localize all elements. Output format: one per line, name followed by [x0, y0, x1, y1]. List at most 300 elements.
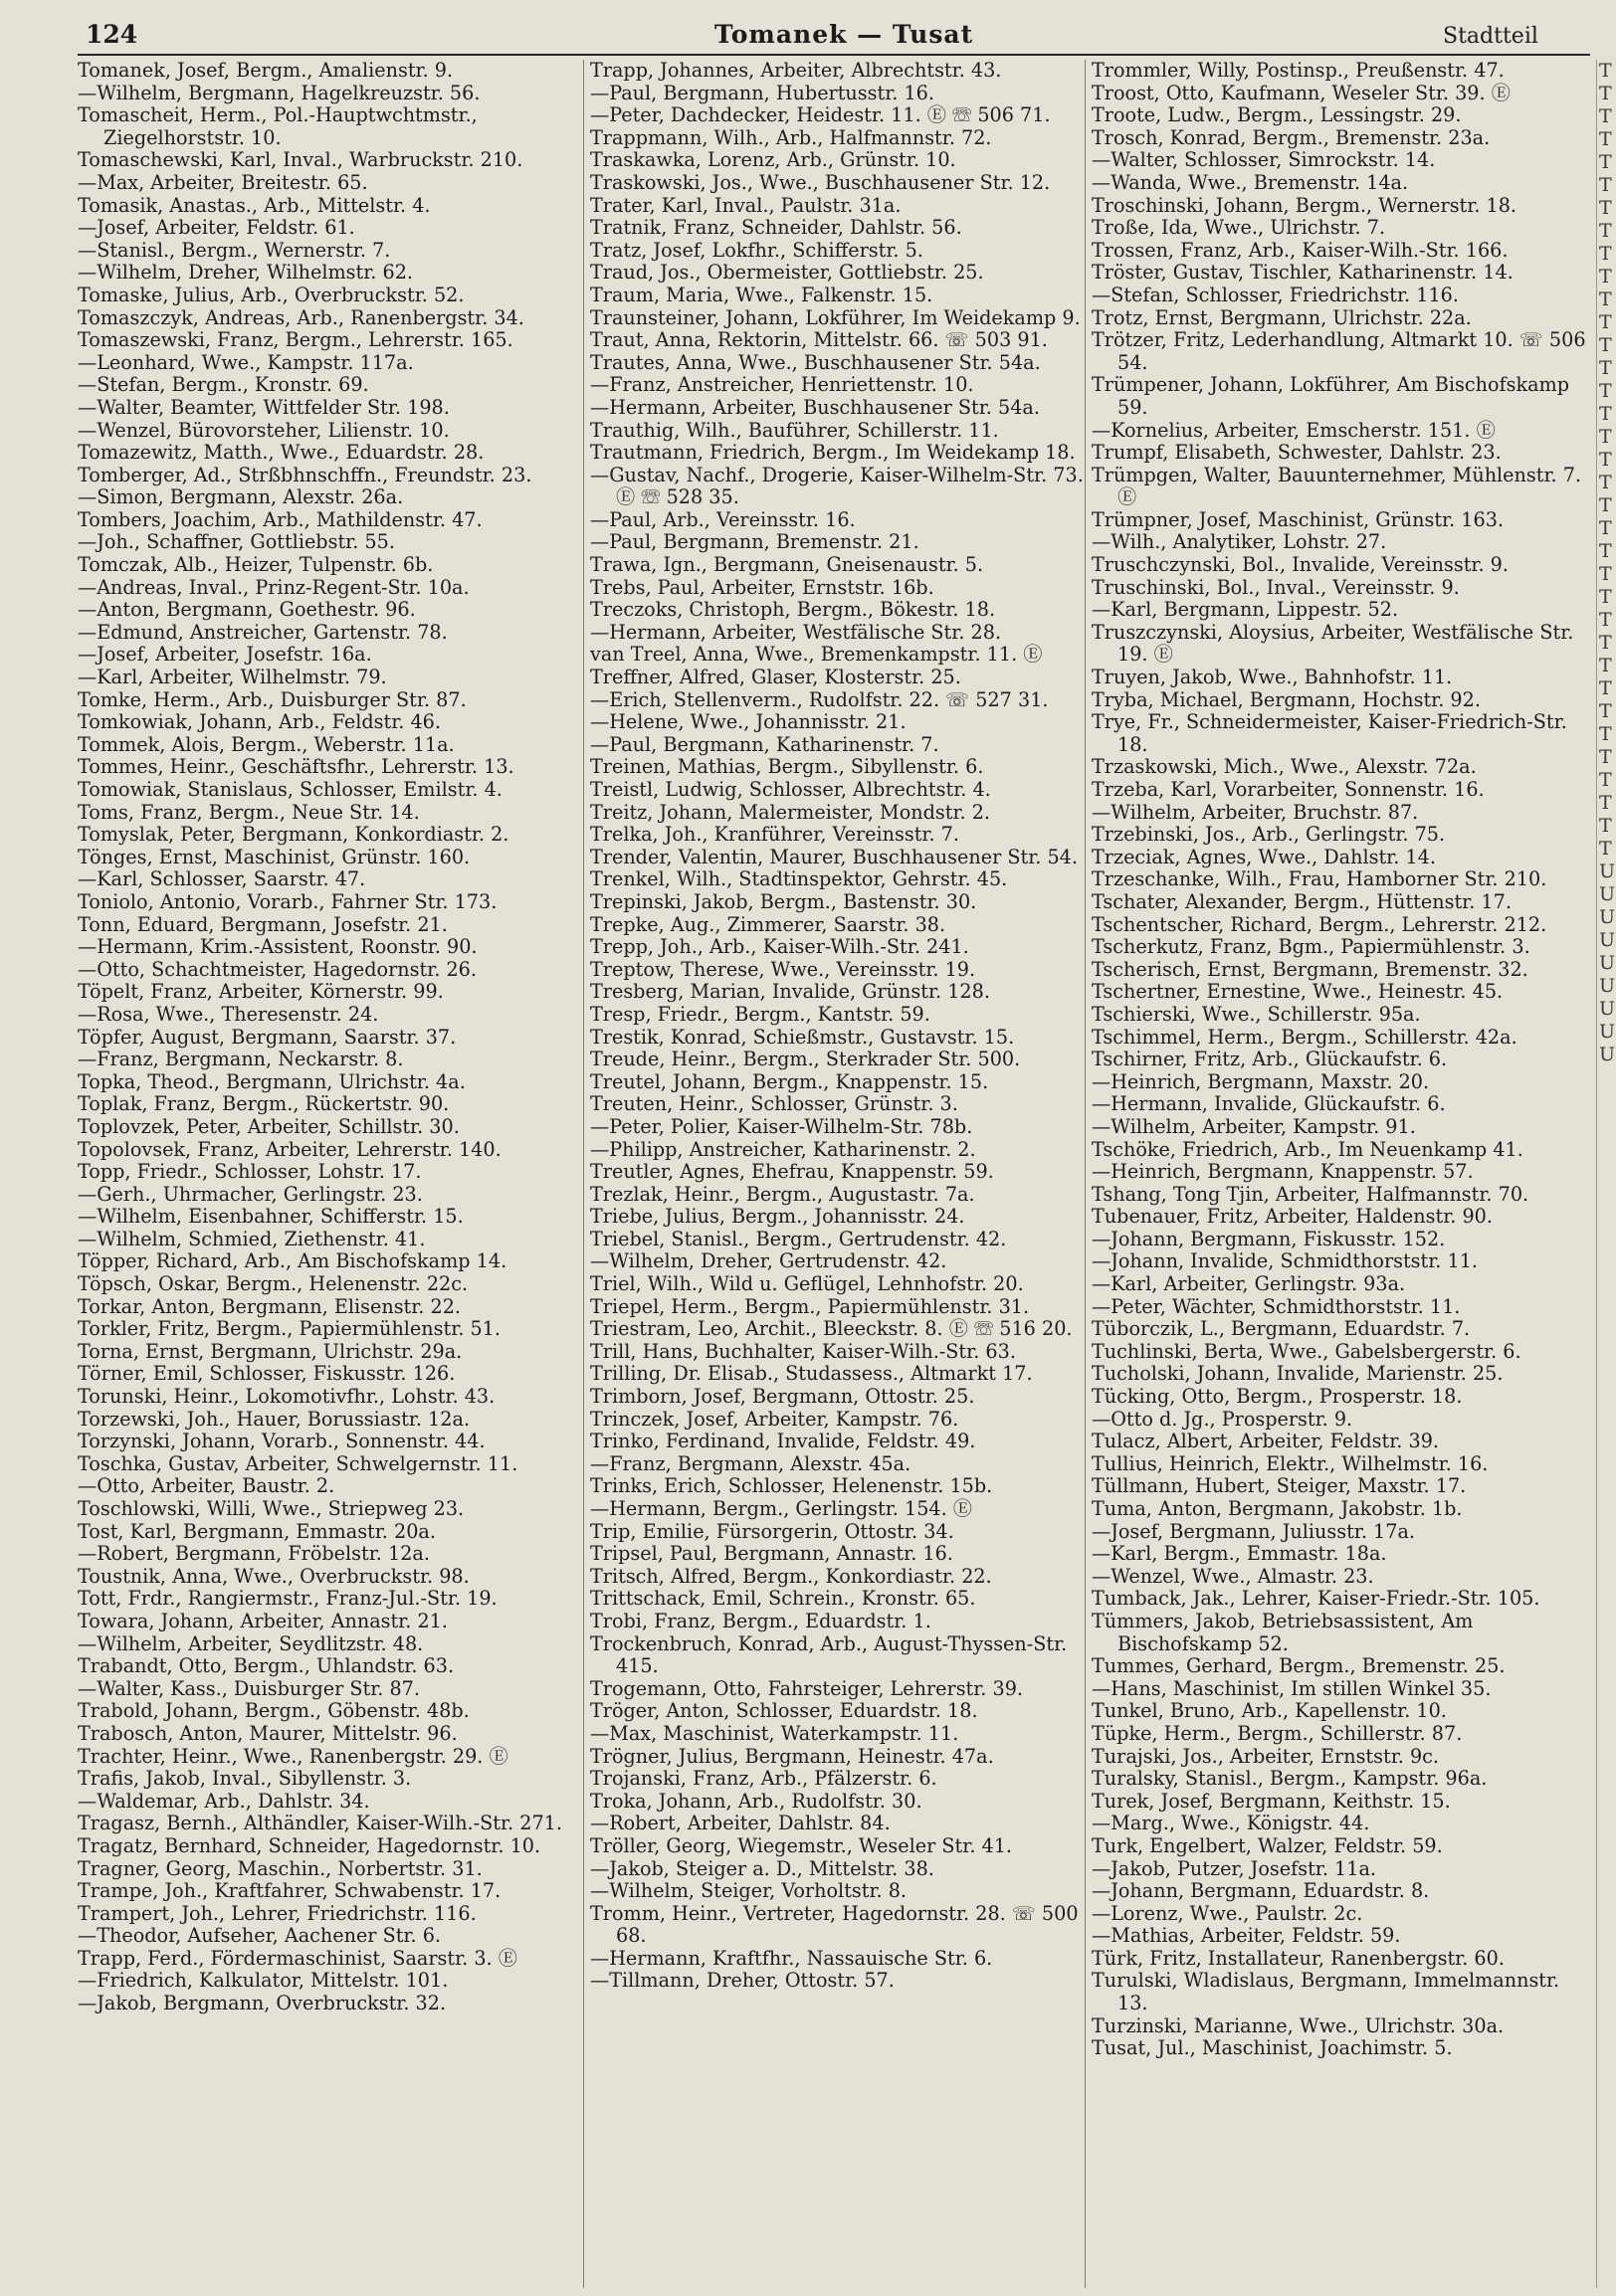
- directory-entry: —Erich, Stellenverm., Rudolfstr. 22. ☏ 527 31.: [590, 687, 1049, 711]
- directory-entry: —Helene, Wwe., Johannisstr. 21.: [590, 710, 907, 734]
- edge-fragment: T: [1599, 792, 1612, 814]
- edge-fragment: T: [1599, 472, 1612, 493]
- edge-fragment: T: [1599, 197, 1612, 219]
- directory-entry: —Josef, Arbeiter, Feldstr. 61.: [78, 216, 355, 240]
- page-title: Tomanek — Tusat: [714, 20, 974, 49]
- directory-entry: Trye, Fr., Schneidermeister, Kaiser-Friedrich-Str. 18.: [1092, 710, 1567, 756]
- edge-fragment: T: [1599, 563, 1612, 585]
- directory-entry: Troote, Ludw., Bergm., Lessingstr. 29.: [1092, 103, 1462, 127]
- directory-entry: —Heinrich, Bergmann, Maxstr. 20.: [1092, 1069, 1430, 1093]
- directory-entry: —Friedrich, Kalkulator, Mittelstr. 101.: [78, 1969, 449, 1993]
- directory-entry: Tomke, Herm., Arb., Duisburger Str. 87.: [78, 687, 467, 711]
- edge-fragment: T: [1599, 769, 1612, 791]
- directory-entry: Tschater, Alexander, Bergm., Hüttenstr. 17.: [1092, 889, 1512, 913]
- directory-entry: Tragatz, Bernhard, Schneider, Hagedornstr. 10.: [78, 1833, 541, 1857]
- directory-entry: Töpsch, Oskar, Bergm., Helenenstr. 22c.: [78, 1272, 469, 1296]
- directory-entry: Trumpf, Elisabeth, Schwester, Dahlstr. 23.: [1092, 441, 1502, 465]
- directory-entry: —Walter, Kass., Duisburger Str. 87.: [78, 1676, 420, 1700]
- directory-entry: Triebe, Julius, Bergm., Johannisstr. 24.: [590, 1205, 965, 1229]
- edge-fragment: T: [1599, 288, 1612, 310]
- directory-entry: —Johann, Invalide, Schmidthorststr. 11.: [1092, 1249, 1479, 1273]
- edge-fragment: T: [1599, 357, 1612, 379]
- directory-entry: Tomberger, Ad., Strßbhnschffn., Freundstr. 23.: [78, 463, 532, 486]
- directory-entry: —Gustav, Nachf., Drogerie, Kaiser-Wilhelm-Str. 73. Ⓔ ☏ 528 35.: [590, 463, 1084, 509]
- directory-entry: Tücking, Otto, Bergm., Prosperstr. 18.: [1092, 1385, 1463, 1409]
- directory-entry: Toms, Franz, Bergm., Neue Str. 14.: [78, 800, 420, 824]
- directory-entry: Trümpner, Josef, Maschinist, Grünstr. 163.: [1092, 507, 1505, 531]
- directory-entry: Treitz, Johann, Malermeister, Mondstr. 2.: [590, 800, 991, 824]
- directory-entry: van Treel, Anna, Wwe., Bremenkampstr. 11. Ⓔ: [590, 643, 1043, 667]
- directory-entry: —Wilhelm, Steiger, Vorholtstr. 8.: [590, 1879, 908, 1903]
- directory-entry: Trimborn, Josef, Bergmann, Ottostr. 25.: [590, 1385, 975, 1409]
- directory-entry: Troka, Johann, Arb., Rudolfstr. 30.: [590, 1789, 922, 1813]
- directory-entry: Tomkowiak, Johann, Arb., Feldstr. 46.: [78, 710, 441, 734]
- edge-fragment: U: [1599, 906, 1616, 928]
- directory-entry: Tumback, Jak., Lehrer, Kaiser-Friedr.-Str. 105.: [1092, 1587, 1540, 1611]
- directory-entry: Tüllmann, Hubert, Steiger, Maxstr. 17.: [1092, 1474, 1467, 1498]
- directory-entry: —Hermann, Krim.-Assistent, Roonstr. 90.: [78, 935, 478, 959]
- directory-entry: —Stefan, Schlosser, Friedrichstr. 116.: [1092, 283, 1459, 306]
- directory-entry: Trilling, Dr. Elisab., Studassess., Altmarkt 17.: [590, 1362, 1033, 1386]
- directory-entry: —Stefan, Bergm., Kronstr. 69.: [78, 373, 369, 397]
- directory-entry: —Franz, Bergmann, Alexstr. 45a.: [590, 1451, 911, 1475]
- directory-entry: Tschentscher, Richard, Bergm., Lehrerstr. 212.: [1092, 912, 1547, 936]
- edge-fragment: T: [1599, 334, 1612, 356]
- directory-entry: Truschinski, Bol., Inval., Vereinsstr. 9.: [1092, 575, 1460, 599]
- directory-entry: Traud, Jos., Obermeister, Gottliebstr. 25.: [590, 261, 984, 285]
- directory-entry: Tschirner, Fritz, Arb., Glückaufstr. 6.: [1092, 1048, 1448, 1071]
- directory-entry: Turzinski, Marianne, Wwe., Ulrichstr. 30a.: [1092, 2013, 1505, 2037]
- directory-entry: Tromm, Heinr., Vertreter, Hagedornstr. 28. ☏ 500 68.: [590, 1901, 1079, 1948]
- edge-fragment: U: [1599, 1044, 1616, 1065]
- directory-entry: Tröller, Georg, Wiegemstr., Weseler Str. 41.: [590, 1833, 1013, 1857]
- edge-fragment: T: [1599, 632, 1612, 654]
- directory-entry: Trzaskowski, Mich., Wwe., Alexstr. 72a.: [1092, 755, 1477, 779]
- directory-entry: Tomaszczyk, Andreas, Arb., Ranenbergstr. 34.: [78, 305, 524, 329]
- directory-entry: —Karl, Arbeiter, Gerlingstr. 93a.: [1092, 1272, 1406, 1296]
- directory-entry: —Wilhelm, Bergmann, Hagelkreuzstr. 56.: [78, 81, 481, 104]
- directory-entry: —Wilhelm, Schmied, Ziethenstr. 41.: [78, 1227, 426, 1250]
- directory-entry: Topolovsek, Franz, Arbeiter, Lehrerstr. 140.: [78, 1137, 502, 1161]
- directory-entry: —Wilhelm, Arbeiter, Kampstr. 91.: [1092, 1114, 1416, 1138]
- directory-entry: Tott, Frdr., Rangiermstr., Franz-Jul.-Str. 19.: [78, 1587, 498, 1611]
- edge-fragment: U: [1599, 1021, 1616, 1043]
- directory-entry: Töpelt, Franz, Arbeiter, Körnerstr. 99.: [78, 980, 444, 1004]
- directory-entry: —Mathias, Arbeiter, Feldstr. 59.: [1092, 1924, 1401, 1948]
- directory-entry: —Jakob, Putzer, Josefstr. 11a.: [1092, 1856, 1377, 1880]
- edge-fragment: U: [1599, 975, 1616, 997]
- directory-entry: Tratnik, Franz, Schneider, Dahlstr. 56.: [590, 216, 962, 240]
- directory-entry: Tusat, Jul., Maschinist, Joachimstr. 5.: [1092, 2036, 1453, 2060]
- edge-fragment: T: [1599, 746, 1612, 768]
- directory-entry: Treuten, Heinr., Schlosser, Grünstr. 3.: [590, 1092, 958, 1116]
- directory-entry: Trautmann, Friedrich, Bergm., Im Weidekamp 18.: [590, 441, 1076, 465]
- directory-entry: Topka, Theod., Bergmann, Ulrichstr. 4a.: [78, 1069, 466, 1093]
- directory-entry: Trockenbruch, Konrad, Arb., August-Thyssen-Str. 415.: [590, 1631, 1068, 1678]
- directory-entry: —Hermann, Arbeiter, Westfälische Str. 28.: [590, 620, 1002, 644]
- directory-entry: —Otto d. Jg., Prosperstr. 9.: [1092, 1407, 1353, 1431]
- edge-fragment: T: [1599, 494, 1612, 516]
- directory-entry: Traskowski, Jos., Wwe., Buschhausener Str. 12.: [590, 170, 1051, 194]
- directory-column-2: [583, 60, 1086, 2288]
- edge-fragment: T: [1599, 700, 1612, 722]
- directory-entry: Trater, Karl, Inval., Paulstr. 31a.: [590, 193, 902, 217]
- directory-entry: Trotz, Ernst, Bergmann, Ulrichstr. 22a.: [1092, 305, 1472, 329]
- directory-entry: —Paul, Arb., Vereinsstr. 16.: [590, 507, 856, 531]
- directory-entry: —Hermann, Kraftfhr., Nassauische Str. 6.: [590, 1946, 993, 1970]
- directory-entry: Trampert, Joh., Lehrer, Friedrichstr. 116.: [78, 1901, 477, 1925]
- directory-entry: Trzeba, Karl, Vorarbeiter, Sonnenstr. 16.: [1092, 778, 1485, 801]
- directory-entry: Trittschack, Emil, Schrein., Kronstr. 65.: [590, 1587, 976, 1611]
- directory-entry: Traskawka, Lorenz, Arb., Grünstr. 10.: [590, 148, 956, 172]
- directory-entry: Trümpgen, Walter, Bauunternehmer, Mühlenstr. 7. Ⓔ: [1092, 463, 1582, 509]
- directory-entry: Tschertner, Ernestine, Wwe., Heinestr. 45.: [1092, 980, 1504, 1004]
- directory-entry: Treffner, Alfred, Glaser, Klosterstr. 25.: [590, 666, 961, 689]
- directory-entry: Törner, Emil, Schlosser, Fiskusstr. 126.: [78, 1362, 456, 1386]
- directory-entry: —Robert, Bergmann, Fröbelstr. 12a.: [78, 1542, 430, 1566]
- directory-entry: Trauthig, Wilh., Bauführer, Schillerstr. 11.: [590, 418, 999, 442]
- directory-entry: —Wilhelm, Dreher, Wilhelmstr. 62.: [78, 261, 414, 285]
- directory-entry: —Paul, Bergmann, Hubertusstr. 16.: [590, 81, 934, 104]
- directory-entry: —Paul, Bergmann, Katharinenstr. 7.: [590, 732, 939, 756]
- directory-entry: Tröger, Anton, Schlosser, Eduardstr. 18.: [590, 1699, 978, 1723]
- page-number: 124: [86, 20, 138, 49]
- directory-entry: —Peter, Polier, Kaiser-Wilhelm-Str. 78b.: [590, 1114, 973, 1138]
- adjacent-page-edge: [1596, 60, 1616, 2288]
- directory-entry: —Josef, Arbeiter, Josefstr. 16a.: [78, 643, 372, 667]
- directory-entry: —Franz, Anstreicher, Henriettenstr. 10.: [590, 373, 974, 397]
- directory-entry: Truyen, Jakob, Wwe., Bahnhofstr. 11.: [1092, 666, 1453, 689]
- directory-entry: —Wilhelm, Eisenbahner, Schifferstr. 15.: [78, 1205, 464, 1229]
- directory-entry: —Marg., Wwe., Königstr. 44.: [1092, 1812, 1370, 1835]
- directory-entry: —Heinrich, Bergmann, Knappenstr. 57.: [1092, 1160, 1474, 1184]
- directory-entry: Trinczek, Josef, Arbeiter, Kampstr. 76.: [590, 1407, 959, 1431]
- directory-entry: Truszczynski, Aloysius, Arbeiter, Westfälische Str. 19. Ⓔ: [1092, 620, 1574, 667]
- edge-fragment: T: [1599, 380, 1612, 402]
- directory-entry: Truschczynski, Bol., Invalide, Vereinsstr. 9.: [1092, 553, 1509, 577]
- directory-entry: Trögner, Julius, Bergmann, Heinestr. 47a.: [590, 1744, 994, 1768]
- directory-entry: Tönges, Ernst, Maschinist, Grünstr. 160.: [78, 845, 471, 868]
- directory-entry: Tröster, Gustav, Tischler, Katharinenstr. 14.: [1092, 261, 1514, 285]
- directory-entry: Tschierski, Wwe., Schillerstr. 95a.: [1092, 1002, 1421, 1026]
- directory-entry: Troschinski, Johann, Bergm., Wernerstr. 18.: [1092, 193, 1517, 217]
- directory-entry: —Anton, Bergmann, Goethestr. 96.: [78, 598, 416, 622]
- directory-entry: Tomazewitz, Matth., Wwe., Eduardstr. 28.: [78, 441, 485, 465]
- directory-entry: Trabosch, Anton, Maurer, Mittelstr. 96.: [78, 1721, 458, 1745]
- directory-entry: Trepp, Joh., Arb., Kaiser-Wilh.-Str. 241.: [590, 935, 969, 959]
- edge-fragment: T: [1599, 151, 1612, 173]
- directory-entry: Topp, Friedr., Schlosser, Lohstr. 17.: [78, 1160, 422, 1184]
- directory-entry: —Otto, Arbeiter, Baustr. 2.: [78, 1474, 335, 1498]
- directory-entry: Tschöke, Friedrich, Arb., Im Neuenkamp 41.: [1092, 1137, 1523, 1161]
- directory-entry: Tomasik, Anastas., Arb., Mittelstr. 4.: [78, 193, 431, 217]
- directory-entry: —Wilh., Analytiker, Lohstr. 27.: [1092, 530, 1387, 554]
- directory-entry: Trautes, Anna, Wwe., Buschhausener Str. 54a.: [590, 350, 1041, 374]
- directory-entry: —Wenzel, Bürovorsteher, Lilienstr. 10.: [78, 418, 450, 442]
- directory-entry: Triestram, Leo, Archit., Bleeckstr. 8. Ⓔ ☏ 516 20.: [590, 1317, 1073, 1341]
- directory-entry: Tomascheit, Herm., Pol.-Hauptwchtmstr., Ziegelhorststr. 10.: [78, 103, 478, 149]
- directory-entry: Torzewski, Joh., Hauer, Borussiastr. 12a.: [78, 1407, 470, 1431]
- directory-entry: —Jakob, Bergmann, Overbruckstr. 32.: [78, 1992, 447, 2015]
- directory-entry: Trawa, Ign., Bergmann, Gneisenaustr. 5.: [590, 553, 984, 577]
- section-label: Stadtteil: [1443, 24, 1538, 49]
- directory-entry: Turajski, Jos., Arbeiter, Ernststr. 9c.: [1092, 1744, 1440, 1768]
- directory-entry: —Jakob, Steiger a. D., Mittelstr. 38.: [590, 1856, 934, 1880]
- directory-entry: Turk, Engelbert, Walzer, Feldstr. 59.: [1092, 1833, 1443, 1857]
- directory-entry: —Hermann, Arbeiter, Buschhausener Str. 54a.: [590, 395, 1040, 419]
- edge-fragment: T: [1599, 655, 1612, 676]
- directory-entry: Toschlowski, Willi, Wwe., Striepweg 23.: [78, 1497, 465, 1520]
- directory-column-3: [1085, 60, 1589, 2288]
- directory-entry: Tripsel, Paul, Bergmann, Annastr. 16.: [590, 1542, 953, 1566]
- directory-entry: Trelka, Joh., Kranführer, Vereinsstr. 7.: [590, 823, 959, 847]
- directory-entry: —Wilhelm, Dreher, Gertrudenstr. 42.: [590, 1249, 947, 1273]
- edge-fragment: U: [1599, 952, 1616, 974]
- directory-entry: —Karl, Arbeiter, Wilhelmstr. 79.: [78, 666, 387, 689]
- directory-entry: Treptow, Therese, Wwe., Vereinsstr. 19.: [590, 957, 976, 981]
- directory-entry: Turalsky, Stanisl., Bergm., Kampstr. 96a.: [1092, 1767, 1488, 1791]
- edge-fragment: U: [1599, 929, 1616, 951]
- directory-entry: —Peter, Dachdecker, Heidestr. 11. Ⓔ ☏ 506 71.: [590, 103, 1051, 127]
- directory-entry: —Gerh., Uhrmacher, Gerlingstr. 23.: [78, 1182, 423, 1206]
- directory-entry: Trenkel, Wilh., Stadtinspektor, Gehrstr. 45.: [590, 867, 1008, 891]
- directory-entry: —Johann, Bergmann, Fiskusstr. 152.: [1092, 1227, 1446, 1250]
- directory-entry: Treistl, Ludwig, Schlosser, Albrechtstr. 4.: [590, 778, 991, 801]
- directory-entry: Torzynski, Johann, Vorarb., Sonnenstr. 44.: [78, 1430, 486, 1453]
- directory-entry: Treutler, Agnes, Ehefrau, Knappenstr. 59.: [590, 1160, 994, 1184]
- edge-fragment: U: [1599, 883, 1616, 905]
- directory-entry: Tomyslak, Peter, Bergmann, Konkordiastr. 2.: [78, 823, 509, 847]
- directory-entry: Tomaszewski, Franz, Bergm., Lehrerstr. 165.: [78, 328, 513, 352]
- directory-entry: —Wilhelm, Arbeiter, Bruchstr. 87.: [1092, 800, 1419, 824]
- directory-entry: Trogemann, Otto, Fahrsteiger, Lehrerstr. 39.: [590, 1676, 1024, 1700]
- directory-entry: —Max, Arbeiter, Breitestr. 65.: [78, 170, 368, 194]
- edge-fragment: T: [1599, 609, 1612, 631]
- directory-entry: Tommek, Alois, Bergm., Weberstr. 11a.: [78, 732, 455, 756]
- directory-entry: —Rosa, Wwe., Theresenstr. 24.: [78, 1002, 379, 1026]
- directory-entry: Tullius, Heinrich, Elektr., Wilhelmstr. 16.: [1092, 1451, 1489, 1475]
- directory-entry: Towara, Johann, Arbeiter, Annastr. 21.: [78, 1609, 448, 1632]
- directory-entry: Trachter, Heinr., Wwe., Ranenbergstr. 29. Ⓔ: [78, 1744, 508, 1768]
- directory-entry: —Hans, Maschinist, Im stillen Winkel 35.: [1092, 1676, 1492, 1700]
- directory-entry: Trojanski, Franz, Arb., Pfälzerstr. 6.: [590, 1767, 937, 1791]
- directory-entry: Trepke, Aug., Zimmerer, Saarstr. 38.: [590, 912, 946, 936]
- directory-entry: —Tillmann, Dreher, Ottostr. 57.: [590, 1969, 895, 1993]
- directory-entry: Tritsch, Alfred, Bergm., Konkordiastr. 22.: [590, 1564, 992, 1588]
- directory-entry: —Hermann, Invalide, Glückaufstr. 6.: [1092, 1092, 1446, 1116]
- directory-entry: Trestik, Konrad, Schießmstr., Gustavstr. 15.: [590, 1025, 1015, 1049]
- directory-entry: Tshang, Tong Tjin, Arbeiter, Halfmannstr. 70.: [1092, 1182, 1529, 1206]
- edge-fragment: T: [1599, 586, 1612, 608]
- directory-entry: —Max, Maschinist, Waterkampstr. 11.: [590, 1721, 959, 1745]
- directory-entry: Tuma, Anton, Bergmann, Jakobstr. 1b.: [1092, 1497, 1463, 1520]
- edge-fragment: T: [1599, 174, 1612, 196]
- edge-fragment: T: [1599, 815, 1612, 837]
- directory-entry: Trappmann, Wilh., Arb., Halfmannstr. 72.: [590, 125, 992, 149]
- directory-entry: —Andreas, Inval., Prinz-Regent-Str. 10a.: [78, 575, 470, 599]
- directory-entry: Treinen, Mathias, Bergm., Sibyllenstr. 6.: [590, 755, 984, 779]
- directory-entry: Torkler, Fritz, Bergm., Papiermühlenstr. 51.: [78, 1317, 501, 1341]
- directory-entry: —Leonhard, Wwe., Kampstr. 117a.: [78, 350, 414, 374]
- directory-entry: Tost, Karl, Bergmann, Emmastr. 20a.: [78, 1519, 436, 1543]
- directory-entry: Tomaske, Julius, Arb., Overbruckstr. 52.: [78, 283, 465, 306]
- directory-entry: Toschka, Gustav, Arbeiter, Schwelgernstr. 11.: [78, 1451, 518, 1475]
- directory-entry: Trepinski, Jakob, Bergm., Bastenstr. 30.: [590, 889, 977, 913]
- edge-fragment: T: [1599, 426, 1612, 448]
- directory-entry: Tomaschewski, Karl, Inval., Warbruckstr. 210.: [78, 148, 523, 172]
- directory-entry: —Wilhelm, Arbeiter, Seydlitzstr. 48.: [78, 1631, 424, 1655]
- directory-entry: Tratz, Josef, Lokfhr., Schifferstr. 5.: [590, 238, 923, 262]
- edge-fragment: T: [1599, 403, 1612, 425]
- directory-entry: —Simon, Bergmann, Alexstr. 26a.: [78, 485, 404, 509]
- directory-entry: Tüpke, Herm., Bergm., Schillerstr. 87.: [1092, 1721, 1463, 1745]
- directory-entry: Tragner, Georg, Maschin., Norbertstr. 31.: [78, 1856, 483, 1880]
- directory-entry: Trebs, Paul, Arbeiter, Ernststr. 16b.: [590, 575, 934, 599]
- directory-entry: Tummes, Gerhard, Bergm., Bremenstr. 25.: [1092, 1654, 1506, 1678]
- directory-entry: Trossen, Franz, Arb., Kaiser-Wilh.-Str. 166.: [1092, 238, 1509, 262]
- directory-entry: Trapp, Johannes, Arbeiter, Albrechtstr. 43.: [590, 60, 1002, 82]
- directory-entry: —Josef, Bergmann, Juliusstr. 17a.: [1092, 1519, 1416, 1543]
- directory-entry: Trzebinski, Jos., Arb., Gerlingstr. 75.: [1092, 823, 1446, 847]
- directory-entry: Treutel, Johann, Bergm., Knappenstr. 15.: [590, 1069, 989, 1093]
- directory-entry: Trapp, Ferd., Fördermaschinist, Saarstr. 3. Ⓔ: [78, 1946, 517, 1970]
- directory-entry: Trötzer, Fritz, Lederhandlung, Altmarkt 10. ☏ 506 54.: [1092, 328, 1586, 374]
- directory-entry: —Karl, Schlosser, Saarstr. 47.: [78, 867, 366, 891]
- directory-entry: Trümpener, Johann, Lokführer, Am Bischofskamp 59.: [1092, 373, 1569, 419]
- directory-entry: —Joh., Schaffner, Gottliebstr. 55.: [78, 530, 395, 554]
- directory-entry: Tüborczik, L., Bergmann, Eduardstr. 7.: [1092, 1317, 1471, 1341]
- directory-entry: Tomowiak, Stanislaus, Schlosser, Emilstr. 4.: [78, 778, 503, 801]
- directory-entry: Trinko, Ferdinand, Invalide, Feldstr. 49.: [590, 1430, 976, 1453]
- directory-entry: —Kornelius, Arbeiter, Emscherstr. 151. Ⓔ: [1092, 418, 1496, 442]
- directory-entry: Tommes, Heinr., Geschäftsfhr., Lehrerstr. 13.: [78, 755, 514, 779]
- directory-entry: —Stanisl., Bergm., Wernerstr. 7.: [78, 238, 391, 262]
- directory-entry: —Lorenz, Wwe., Paulstr. 2c.: [1092, 1901, 1363, 1925]
- directory-entry: —Philipp, Anstreicher, Katharinenstr. 2.: [590, 1137, 976, 1161]
- directory-entry: —Theodor, Aufseher, Aachener Str. 6.: [78, 1924, 441, 1948]
- directory-entry: Tomczak, Alb., Heizer, Tulpenstr. 6b.: [78, 553, 434, 577]
- directory-entry: —Franz, Bergmann, Neckarstr. 8.: [78, 1048, 404, 1071]
- directory-entry: Tubenauer, Fritz, Arbeiter, Haldenstr. 90.: [1092, 1205, 1493, 1229]
- directory-entry: Torna, Ernst, Bergmann, Ulrichstr. 29a.: [78, 1339, 463, 1363]
- edge-fragment: T: [1599, 60, 1612, 82]
- directory-entry: Tresp, Friedr., Bergm., Kantstr. 59.: [590, 1002, 930, 1026]
- directory-entry: Toustnik, Anna, Wwe., Overbruckstr. 98.: [78, 1564, 470, 1588]
- directory-entry: —Walter, Schlosser, Simrockstr. 14.: [1092, 148, 1436, 172]
- directory-entry: Triebel, Stanisl., Bergm., Gertrudenstr. 42.: [590, 1227, 1007, 1250]
- directory-entry: —Karl, Bergmann, Lippestr. 52.: [1092, 598, 1399, 622]
- directory-entry: Trzeciak, Agnes, Wwe., Dahlstr. 14.: [1092, 845, 1436, 868]
- directory-entry: Trosch, Konrad, Bergm., Bremenstr. 23a.: [1092, 125, 1491, 149]
- directory-entry: —Paul, Bergmann, Bremenstr. 21.: [590, 530, 919, 554]
- directory-entry: —Otto, Schachtmeister, Hagedornstr. 26.: [78, 957, 477, 981]
- edge-fragment: T: [1599, 220, 1612, 242]
- edge-fragment: T: [1599, 128, 1612, 150]
- edge-fragment: T: [1599, 723, 1612, 745]
- directory-column-1: [78, 60, 575, 2288]
- edge-fragment: T: [1599, 449, 1612, 471]
- directory-entry: Tunkel, Bruno, Arb., Kapellenstr. 10.: [1092, 1699, 1447, 1723]
- directory-entry: Trampe, Joh., Kraftfahrer, Schwabenstr. 17.: [78, 1879, 502, 1903]
- directory-entry: Tümmers, Jakob, Betriebsassistent, Am Bischofskamp 52.: [1092, 1609, 1474, 1655]
- directory-entry: Torkar, Anton, Bergmann, Elisenstr. 22.: [78, 1294, 462, 1318]
- directory-entry: Trommler, Willy, Postinsp., Preußenstr. 47.: [1092, 60, 1505, 82]
- directory-entry: Triel, Wilh., Wild u. Geflügel, Lehnhofstr. 20.: [590, 1272, 1024, 1296]
- directory-entry: Troost, Otto, Kaufmann, Weseler Str. 39. Ⓔ: [1092, 81, 1511, 104]
- edge-fragment: T: [1599, 266, 1612, 287]
- directory-entry: Trinks, Erich, Schlosser, Helenenstr. 15b.: [590, 1474, 993, 1498]
- directory-entry: Turulski, Wladislaus, Bergmann, Immelmannstr. 13.: [1092, 1969, 1560, 2015]
- edge-fragment: T: [1599, 677, 1612, 699]
- directory-entry: —Peter, Wächter, Schmidthorststr. 11.: [1092, 1294, 1461, 1318]
- directory-entry: Tscherisch, Ernst, Bergmann, Bremenstr. 32.: [1092, 957, 1528, 981]
- directory-entry: Treude, Heinr., Bergm., Sterkrader Str. 500.: [590, 1048, 1021, 1071]
- edge-fragment: T: [1599, 838, 1612, 860]
- directory-entry: Tulacz, Albert, Arbeiter, Feldstr. 39.: [1092, 1430, 1439, 1453]
- directory-entry: Tscherkutz, Franz, Bgm., Papiermühlenstr. 3.: [1092, 935, 1530, 959]
- directory-entry: Trabold, Johann, Bergm., Göbenstr. 48b.: [78, 1699, 470, 1723]
- edge-fragment: U: [1599, 998, 1616, 1020]
- directory-entry: Trafis, Jakob, Inval., Sibyllenstr. 3.: [78, 1767, 412, 1791]
- directory-entry: Tuchlinski, Berta, Wwe., Gabelsbergerstr. 6.: [1092, 1339, 1521, 1363]
- directory-entry: Triepel, Herm., Bergm., Papiermühlenstr. 31.: [590, 1294, 1030, 1318]
- directory-entry: —Walter, Beamter, Wittfelder Str. 198.: [78, 395, 450, 419]
- directory-entry: Traut, Anna, Rektorin, Mittelstr. 66. ☏ 503 91.: [590, 328, 1048, 352]
- directory-entry: —Waldemar, Arb., Dahlstr. 34.: [78, 1789, 370, 1813]
- edge-fragment: T: [1599, 243, 1612, 265]
- directory-entry: Toplak, Franz, Bergm., Rückertstr. 90.: [78, 1092, 450, 1116]
- directory-entry: Traum, Maria, Wwe., Falkenstr. 15.: [590, 283, 933, 306]
- directory-entry: —Karl, Bergm., Emmastr. 18a.: [1092, 1542, 1387, 1566]
- directory-entry: —Johann, Bergmann, Eduardstr. 8.: [1092, 1879, 1430, 1903]
- directory-entry: Tresberg, Marian, Invalide, Grünstr. 128.: [590, 980, 990, 1004]
- directory-entry: Trip, Emilie, Fürsorgerin, Ottostr. 34.: [590, 1519, 954, 1543]
- directory-entry: Tonn, Eduard, Bergmann, Josefstr. 21.: [78, 912, 448, 936]
- edge-fragment: T: [1599, 105, 1612, 127]
- edge-fragment: T: [1599, 540, 1612, 562]
- directory-entry: —Edmund, Anstreicher, Gartenstr. 78.: [78, 620, 448, 644]
- directory-entry: Tomanek, Josef, Bergm., Amalienstr. 9.: [78, 60, 454, 82]
- directory-entry: Tragasz, Bernh., Althändler, Kaiser-Wilh.-Str. 271.: [78, 1812, 562, 1835]
- edge-fragment: T: [1599, 83, 1612, 104]
- directory-entry: Trill, Hans, Buchhalter, Kaiser-Wilh.-Str. 63.: [590, 1339, 1016, 1363]
- edge-fragment: T: [1599, 517, 1612, 539]
- directory-entry: Türk, Fritz, Installateur, Ranenbergstr. 60.: [1092, 1946, 1505, 1970]
- directory-entry: Töpper, Richard, Arb., Am Bischofskamp 14.: [78, 1249, 507, 1273]
- directory-entry: Treczoks, Christoph, Bergm., Bökestr. 18.: [590, 598, 996, 622]
- directory-entry: Trezlak, Heinr., Bergm., Augustastr. 7a.: [590, 1182, 975, 1206]
- directory-entry: Toniolo, Antonio, Vorarb., Fahrner Str. 173.: [78, 889, 498, 913]
- directory-entry: —Wanda, Wwe., Bremenstr. 14a.: [1092, 170, 1409, 194]
- edge-fragment: U: [1599, 861, 1616, 882]
- directory-entry: Tombers, Joachim, Arb., Mathildenstr. 47.: [78, 507, 483, 531]
- directory-entry: Tryba, Michael, Bergmann, Hochstr. 92.: [1092, 687, 1481, 711]
- directory-entry: Turek, Josef, Bergmann, Keithstr. 15.: [1092, 1789, 1451, 1813]
- directory-entry: Torunski, Heinr., Lokomotivfhr., Lohstr. 43.: [78, 1385, 496, 1409]
- directory-entry: —Hermann, Bergm., Gerlingstr. 154. Ⓔ: [590, 1497, 972, 1520]
- directory-entry: Traunsteiner, Johann, Lokführer, Im Weidekamp 9.: [590, 305, 1081, 329]
- directory-entry: Toplovzek, Peter, Arbeiter, Schillstr. 30.: [78, 1114, 460, 1138]
- directory-entry: Trobi, Franz, Bergm., Eduardstr. 1.: [590, 1609, 931, 1632]
- directory-entry: —Robert, Arbeiter, Dahlstr. 84.: [590, 1812, 891, 1835]
- edge-fragment: T: [1599, 311, 1612, 333]
- directory-entry: Töpfer, August, Bergmann, Saarstr. 37.: [78, 1025, 457, 1049]
- directory-entry: —Wenzel, Wwe., Almastr. 23.: [1092, 1564, 1374, 1588]
- directory-entry: Troße, Ida, Wwe., Ulrichstr. 7.: [1092, 216, 1386, 240]
- directory-entry: Tschimmel, Herm., Bergm., Schillerstr. 42a.: [1092, 1025, 1517, 1049]
- directory-entry: Tucholski, Johann, Invalide, Marienstr. 25.: [1092, 1362, 1504, 1386]
- directory-entry: Trzeschanke, Wilh., Frau, Hamborner Str. 210.: [1092, 867, 1547, 891]
